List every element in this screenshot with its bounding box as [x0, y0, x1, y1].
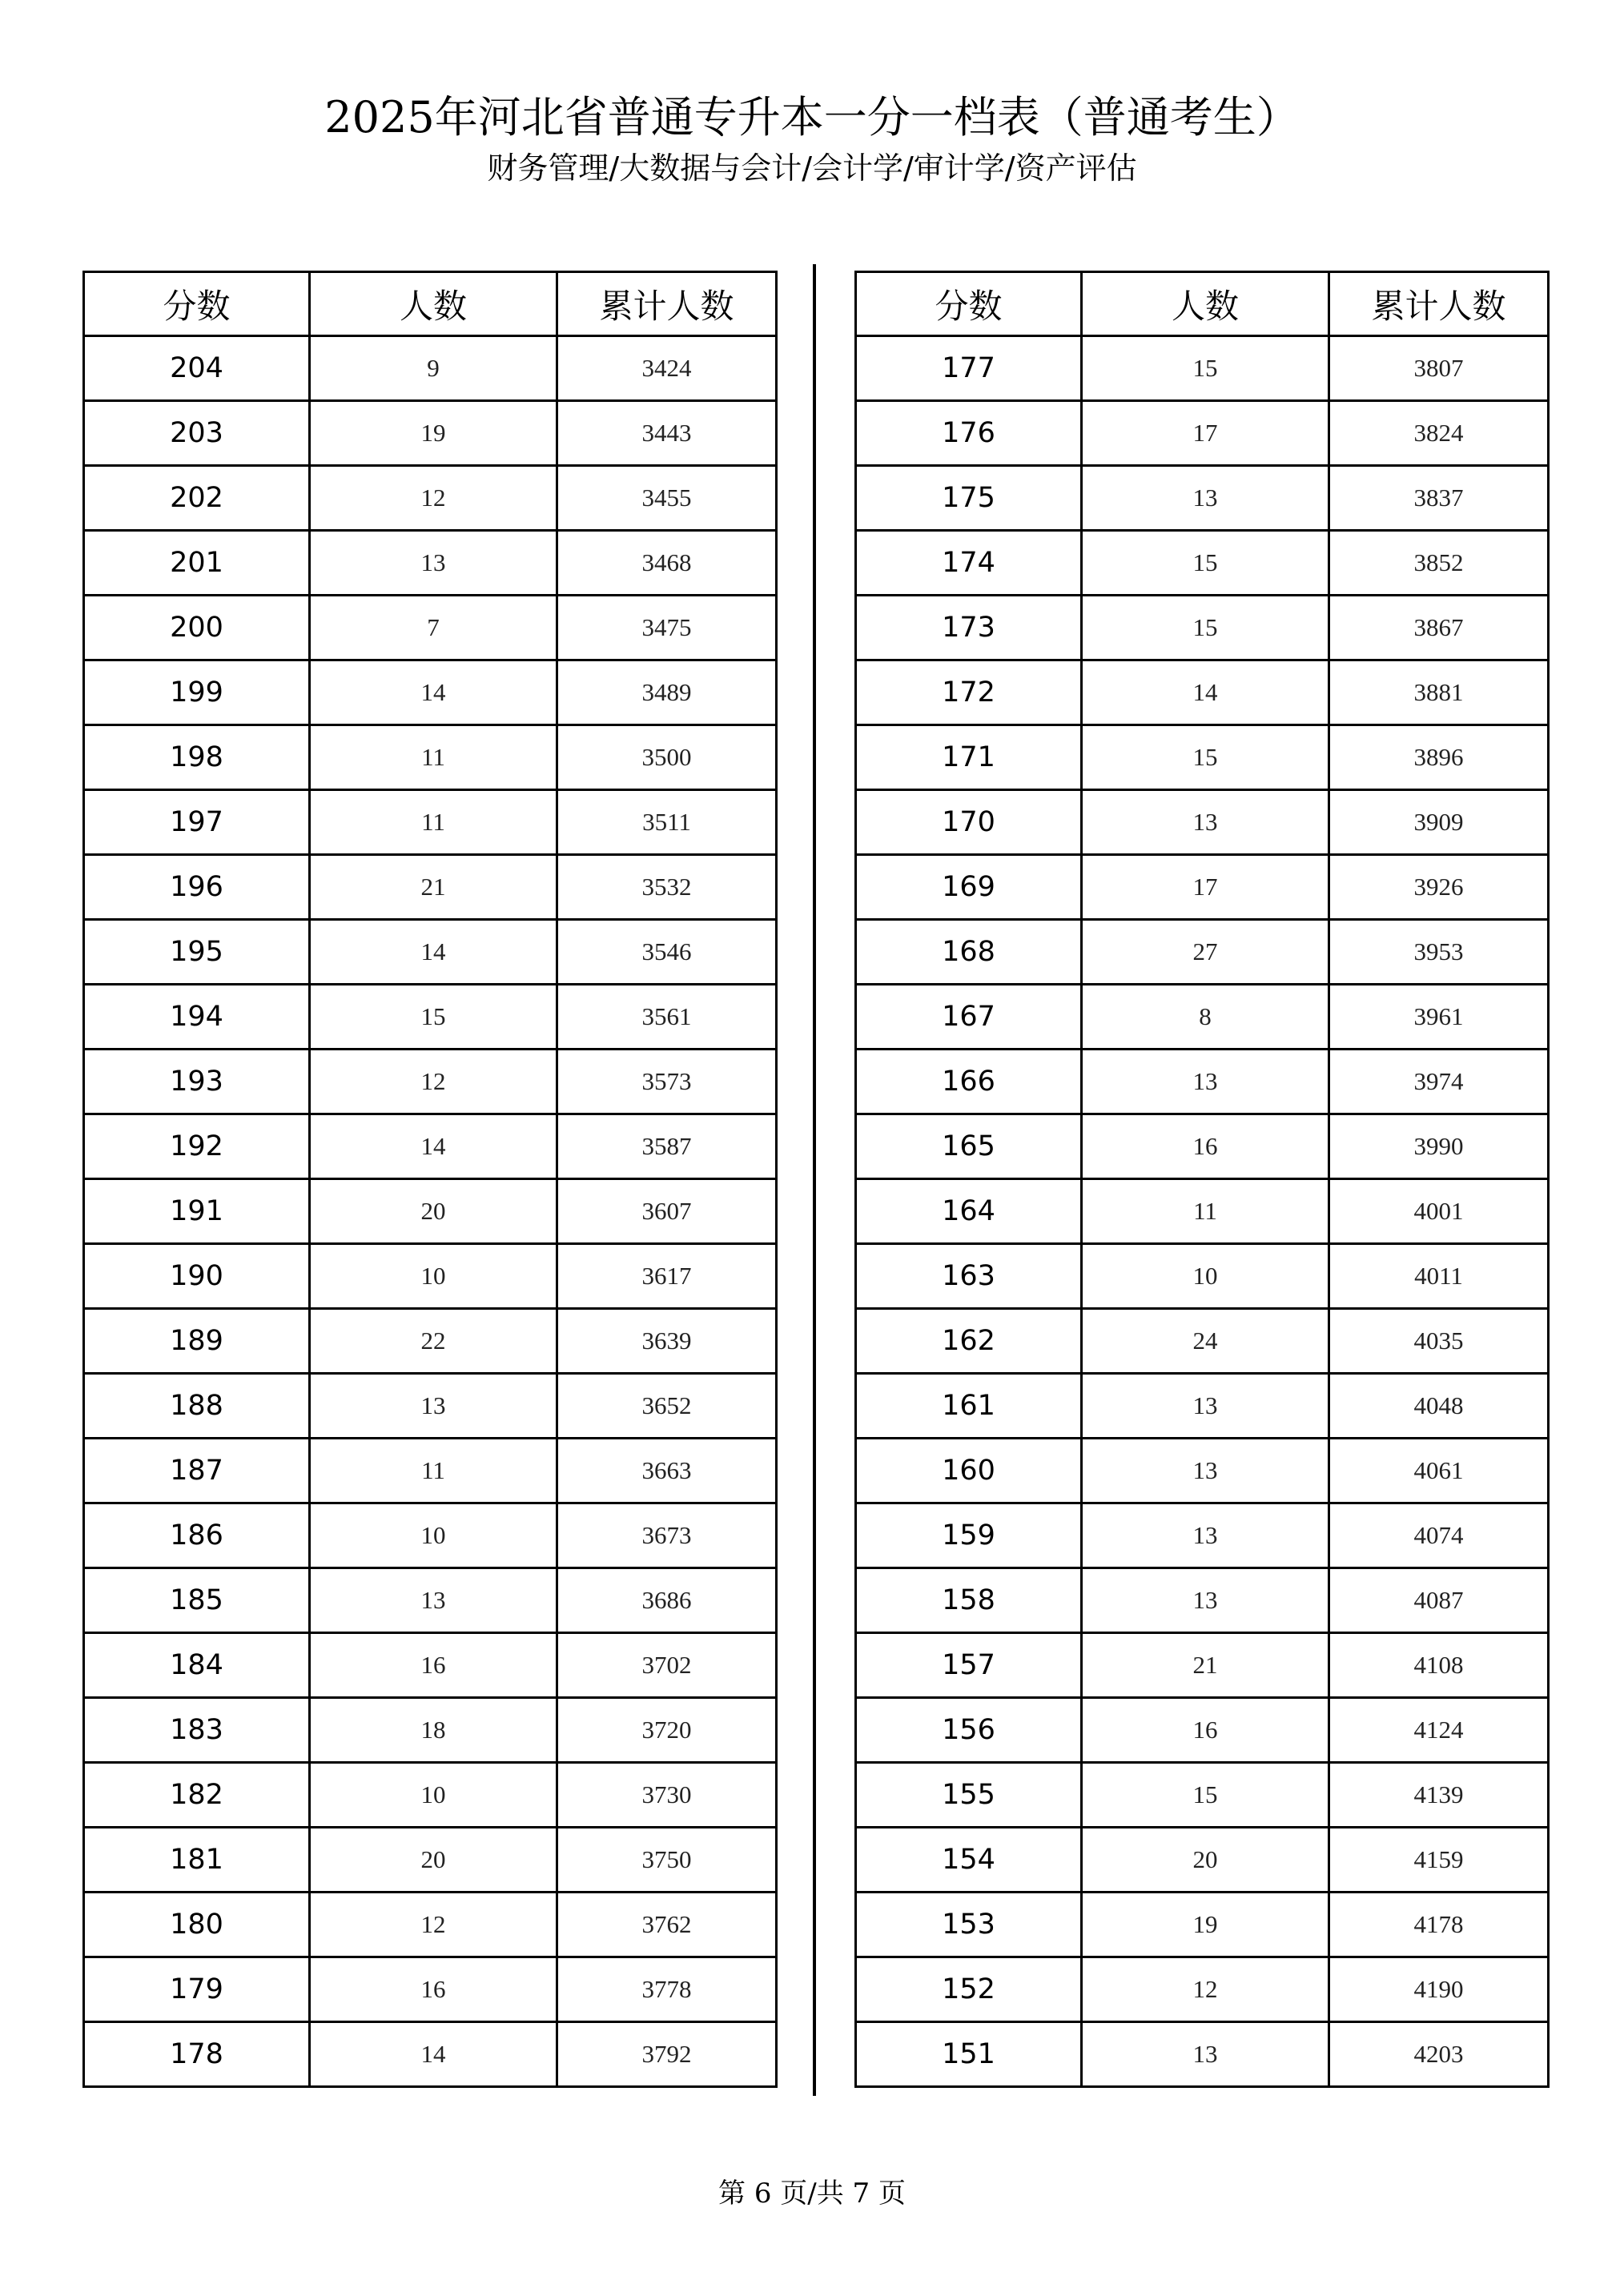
count-cell: 20	[310, 1179, 557, 1244]
count-cell: 12	[310, 1050, 557, 1114]
cumulative-cell: 3532	[557, 855, 777, 920]
cumulative-cell: 3807	[1329, 336, 1549, 401]
score-cell: 167	[856, 985, 1082, 1050]
table-row	[856, 1957, 1549, 2022]
table-row	[84, 1763, 777, 1828]
cumulative-cell: 3663	[557, 1439, 777, 1503]
count-cell: 16	[310, 1957, 557, 2022]
cumulative-cell: 3824	[1329, 401, 1549, 466]
count-cell: 11	[310, 790, 557, 855]
count-cell: 10	[310, 1503, 557, 1568]
score-cell: 165	[856, 1114, 1082, 1179]
score-table-right	[854, 271, 1550, 2088]
score-cell: 157	[856, 1633, 1082, 1698]
count-cell: 13	[310, 1374, 557, 1439]
table-row	[84, 596, 777, 660]
table-row	[84, 2022, 777, 2087]
score-cell: 159	[856, 1503, 1082, 1568]
score-cell: 185	[84, 1568, 310, 1633]
table-row	[84, 466, 777, 531]
count-cell: 17	[1082, 401, 1329, 466]
count-cell: 19	[1082, 1893, 1329, 1957]
cumulative-cell: 3607	[557, 1179, 777, 1244]
cumulative-cell: 4139	[1329, 1763, 1549, 1828]
cumulative-cell: 3702	[557, 1633, 777, 1698]
table-row	[84, 920, 777, 985]
table-row	[856, 466, 1549, 531]
score-cell: 200	[84, 596, 310, 660]
score-cell: 161	[856, 1374, 1082, 1439]
cumulative-cell: 3468	[557, 531, 777, 596]
table-row	[856, 1374, 1549, 1439]
score-cell: 162	[856, 1309, 1082, 1374]
cumulative-cell: 4190	[1329, 1957, 1549, 2022]
table-header-row	[856, 272, 1549, 336]
table-row	[856, 1244, 1549, 1309]
page-title: 2025年河北省普通专升本一分一档表（普通考生）	[324, 92, 1300, 142]
score-cell: 197	[84, 790, 310, 855]
score-cell: 188	[84, 1374, 310, 1439]
table-row	[856, 531, 1549, 596]
score-cell: 203	[84, 401, 310, 466]
score-cell: 151	[856, 2022, 1082, 2087]
cumulative-cell: 3639	[557, 1309, 777, 1374]
cumulative-cell: 4061	[1329, 1439, 1549, 1503]
score-cell: 164	[856, 1179, 1082, 1244]
count-cell: 13	[1082, 1374, 1329, 1439]
cumulative-cell: 3926	[1329, 855, 1549, 920]
count-cell: 24	[1082, 1309, 1329, 1374]
score-cell: 182	[84, 1763, 310, 1828]
cumulative-cell: 3587	[557, 1114, 777, 1179]
count-cell: 12	[1082, 1957, 1329, 2022]
table-row	[84, 1309, 777, 1374]
count-cell: 9	[310, 336, 557, 401]
score-cell: 163	[856, 1244, 1082, 1309]
page-subtitle: 财务管理/大数据与会计/会计学/审计学/资产评估	[487, 151, 1137, 186]
table-header-row	[84, 272, 777, 336]
score-cell: 175	[856, 466, 1082, 531]
cumulative-cell: 3792	[557, 2022, 777, 2087]
table-row	[84, 855, 777, 920]
table-row	[84, 1957, 777, 2022]
count-cell: 13	[1082, 466, 1329, 531]
column-divider	[813, 264, 816, 2096]
cumulative-cell: 3500	[557, 725, 777, 790]
table-row	[856, 1763, 1549, 1828]
count-cell: 19	[310, 401, 557, 466]
score-cell: 177	[856, 336, 1082, 401]
table-row	[84, 1568, 777, 1633]
count-cell: 16	[1082, 1114, 1329, 1179]
score-cell: 183	[84, 1698, 310, 1763]
cumulative-cell: 3652	[557, 1374, 777, 1439]
count-cell: 15	[1082, 596, 1329, 660]
cumulative-cell: 3961	[1329, 985, 1549, 1050]
cumulative-cell: 3778	[557, 1957, 777, 2022]
table-row	[84, 1893, 777, 1957]
score-cell: 158	[856, 1568, 1082, 1633]
count-cell: 12	[310, 466, 557, 531]
table-row	[856, 725, 1549, 790]
count-cell: 11	[1082, 1179, 1329, 1244]
score-cell: 191	[84, 1179, 310, 1244]
count-cell: 13	[310, 531, 557, 596]
table-row	[856, 1503, 1549, 1568]
cumulative-cell: 3617	[557, 1244, 777, 1309]
count-cell: 18	[310, 1698, 557, 1763]
score-cell: 166	[856, 1050, 1082, 1114]
cumulative-cell: 3990	[1329, 1114, 1549, 1179]
count-cell: 10	[1082, 1244, 1329, 1309]
table-row	[84, 1503, 777, 1568]
header-count: 人数	[310, 272, 557, 336]
score-cell: 160	[856, 1439, 1082, 1503]
cumulative-cell: 3896	[1329, 725, 1549, 790]
cumulative-cell: 3762	[557, 1893, 777, 1957]
count-cell: 15	[1082, 725, 1329, 790]
score-cell: 196	[84, 855, 310, 920]
score-cell: 171	[856, 725, 1082, 790]
table-row	[84, 725, 777, 790]
score-cell: 202	[84, 466, 310, 531]
score-cell: 179	[84, 1957, 310, 2022]
count-cell: 21	[310, 855, 557, 920]
cumulative-cell: 4011	[1329, 1244, 1549, 1309]
table-row	[84, 1179, 777, 1244]
table-row	[856, 1698, 1549, 1763]
cumulative-cell: 3881	[1329, 660, 1549, 725]
score-cell: 201	[84, 531, 310, 596]
count-cell: 11	[310, 725, 557, 790]
table-row	[84, 790, 777, 855]
score-cell: 189	[84, 1309, 310, 1374]
score-cell: 204	[84, 336, 310, 401]
score-cell: 170	[856, 790, 1082, 855]
table-row	[84, 1244, 777, 1309]
count-cell: 10	[310, 1244, 557, 1309]
count-cell: 15	[1082, 336, 1329, 401]
cumulative-cell: 4048	[1329, 1374, 1549, 1439]
header-score: 分数	[856, 272, 1082, 336]
table-row	[84, 1828, 777, 1893]
score-cell: 184	[84, 1633, 310, 1698]
table-row	[84, 401, 777, 466]
score-table-left	[82, 271, 778, 2088]
count-cell: 10	[310, 1763, 557, 1828]
count-cell: 22	[310, 1309, 557, 1374]
cumulative-cell: 3686	[557, 1568, 777, 1633]
header-cumulative: 累计人数	[1329, 272, 1549, 336]
table-row	[856, 2022, 1549, 2087]
table-row	[856, 1439, 1549, 1503]
count-cell: 13	[1082, 1439, 1329, 1503]
table-row	[84, 1439, 777, 1503]
score-cell: 155	[856, 1763, 1082, 1828]
score-cell: 180	[84, 1893, 310, 1957]
score-table-left-body	[84, 336, 777, 2087]
score-cell: 198	[84, 725, 310, 790]
count-cell: 15	[310, 985, 557, 1050]
cumulative-cell: 4108	[1329, 1633, 1549, 1698]
count-cell: 14	[310, 660, 557, 725]
table-row	[84, 1633, 777, 1698]
score-cell: 169	[856, 855, 1082, 920]
table-row	[84, 1114, 777, 1179]
score-cell: 199	[84, 660, 310, 725]
count-cell: 13	[1082, 1568, 1329, 1633]
table-row	[856, 1893, 1549, 1957]
score-cell: 187	[84, 1439, 310, 1503]
score-cell: 172	[856, 660, 1082, 725]
score-cell: 168	[856, 920, 1082, 985]
cumulative-cell: 4203	[1329, 2022, 1549, 2087]
cumulative-cell: 3837	[1329, 466, 1549, 531]
cumulative-cell: 3720	[557, 1698, 777, 1763]
score-table-right-body	[856, 336, 1549, 2087]
score-cell: 153	[856, 1893, 1082, 1957]
cumulative-cell: 4159	[1329, 1828, 1549, 1893]
cumulative-cell: 3455	[557, 466, 777, 531]
cumulative-cell: 3424	[557, 336, 777, 401]
count-cell: 14	[1082, 660, 1329, 725]
table-row	[84, 336, 777, 401]
score-cell: 173	[856, 596, 1082, 660]
cumulative-cell: 3974	[1329, 1050, 1549, 1114]
score-cell: 194	[84, 985, 310, 1050]
header-count: 人数	[1082, 272, 1329, 336]
table-row	[84, 1374, 777, 1439]
cumulative-cell: 3852	[1329, 531, 1549, 596]
score-cell: 195	[84, 920, 310, 985]
score-cell: 152	[856, 1957, 1082, 2022]
table-row	[856, 1633, 1549, 1698]
score-cell: 193	[84, 1050, 310, 1114]
count-cell: 16	[1082, 1698, 1329, 1763]
table-row	[856, 855, 1549, 920]
count-cell: 11	[310, 1439, 557, 1503]
score-cell: 174	[856, 531, 1082, 596]
score-cell: 192	[84, 1114, 310, 1179]
score-cell: 186	[84, 1503, 310, 1568]
table-row	[84, 1050, 777, 1114]
count-cell: 14	[310, 920, 557, 985]
cumulative-cell: 3573	[557, 1050, 777, 1114]
cumulative-cell: 3730	[557, 1763, 777, 1828]
cumulative-cell: 4074	[1329, 1503, 1549, 1568]
table-row	[856, 336, 1549, 401]
cumulative-cell: 3673	[557, 1503, 777, 1568]
table-row	[856, 985, 1549, 1050]
count-cell: 15	[1082, 1763, 1329, 1828]
count-cell: 20	[1082, 1828, 1329, 1893]
cumulative-cell: 3561	[557, 985, 777, 1050]
score-cell: 190	[84, 1244, 310, 1309]
header-cumulative: 累计人数	[557, 272, 777, 336]
table-row	[84, 1698, 777, 1763]
count-cell: 8	[1082, 985, 1329, 1050]
score-cell: 176	[856, 401, 1082, 466]
count-cell: 12	[310, 1893, 557, 1957]
table-row	[84, 531, 777, 596]
table-row	[856, 1179, 1549, 1244]
count-cell: 14	[310, 2022, 557, 2087]
cumulative-cell: 3443	[557, 401, 777, 466]
table-row	[856, 1568, 1549, 1633]
table-row	[856, 596, 1549, 660]
page-footer: 第 6 页/共 7 页	[718, 2178, 906, 2210]
count-cell: 14	[310, 1114, 557, 1179]
cumulative-cell: 4124	[1329, 1698, 1549, 1763]
table-row	[856, 1050, 1549, 1114]
count-cell: 13	[1082, 2022, 1329, 2087]
cumulative-cell: 4178	[1329, 1893, 1549, 1957]
cumulative-cell: 3489	[557, 660, 777, 725]
count-cell: 21	[1082, 1633, 1329, 1698]
count-cell: 27	[1082, 920, 1329, 985]
cumulative-cell: 3546	[557, 920, 777, 985]
table-row	[856, 1114, 1549, 1179]
count-cell: 20	[310, 1828, 557, 1893]
count-cell: 16	[310, 1633, 557, 1698]
cumulative-cell: 4001	[1329, 1179, 1549, 1244]
score-cell: 178	[84, 2022, 310, 2087]
count-cell: 17	[1082, 855, 1329, 920]
cumulative-cell: 3511	[557, 790, 777, 855]
score-cell: 154	[856, 1828, 1082, 1893]
count-cell: 13	[1082, 1503, 1329, 1568]
score-cell: 156	[856, 1698, 1082, 1763]
cumulative-cell: 4035	[1329, 1309, 1549, 1374]
count-cell: 13	[1082, 790, 1329, 855]
table-row	[856, 1309, 1549, 1374]
header-score: 分数	[84, 272, 310, 336]
cumulative-cell: 4087	[1329, 1568, 1549, 1633]
table-row	[856, 1828, 1549, 1893]
table-row	[856, 920, 1549, 985]
cumulative-cell: 3953	[1329, 920, 1549, 985]
table-row	[856, 660, 1549, 725]
cumulative-cell: 3750	[557, 1828, 777, 1893]
count-cell: 13	[310, 1568, 557, 1633]
cumulative-cell: 3909	[1329, 790, 1549, 855]
count-cell: 7	[310, 596, 557, 660]
cumulative-cell: 3475	[557, 596, 777, 660]
count-cell: 13	[1082, 1050, 1329, 1114]
cumulative-cell: 3867	[1329, 596, 1549, 660]
score-cell: 181	[84, 1828, 310, 1893]
table-row	[84, 660, 777, 725]
table-row	[84, 985, 777, 1050]
table-row	[856, 790, 1549, 855]
table-row	[856, 401, 1549, 466]
count-cell: 15	[1082, 531, 1329, 596]
